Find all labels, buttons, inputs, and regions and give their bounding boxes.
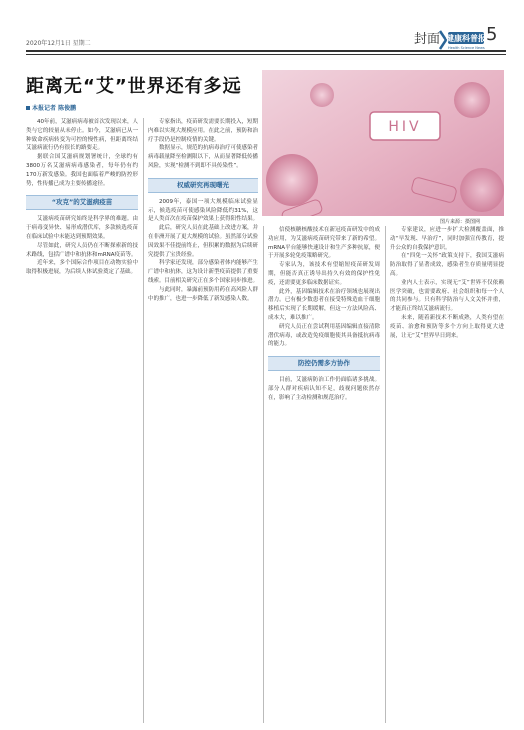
paragraph: 专家认为，该技术有望缩短疫苗研发周期，但能否真正诱导出持久有效的保护性免疫，还需要更多临床数据证实。 bbox=[268, 262, 380, 286]
subheading-prevention: 防控仍需多方协作 bbox=[268, 356, 380, 371]
paragraph: 专家建议，应进一步扩大检测覆盖面，推动“早发现、早治疗”，同时加强宣传教育，提升公众的自我保护意识。 bbox=[390, 227, 504, 251]
byline-marker-icon bbox=[26, 106, 30, 110]
paragraph: 此后，研究人员在此基础上改进方案，并在非洲开展了更大规模的试验。虽然部分试验因效果不佳提前终止，但积累的数据为后续研究提供了宝贵经验。 bbox=[148, 225, 258, 258]
paragraph: 此外，基因编辑技术在治疗领域也展现出潜力。已有极少数患者在接受特殊造血干细胞移植后实现了长期缓解，但这一方法风险高、成本大，难以推广。 bbox=[268, 288, 380, 321]
paragraph: 研究人员正在尝试利用基因编辑直接清除潜伏病毒，或改造免疫细胞使其具备抵抗病毒的能力。 bbox=[268, 323, 380, 348]
issue-date: 2020年12月1日 星期二 bbox=[26, 40, 91, 47]
byline bbox=[26, 103, 76, 112]
masthead bbox=[26, 24, 506, 52]
article-column-2 bbox=[148, 118, 258, 728]
paragraph: 数据显示，规范的抗病毒治疗可使感染者病毒载量降至检测限以下，从而显著降低传播风险，实现“检测不到即不具传染性”。 bbox=[148, 145, 258, 169]
masthead-rule-thin bbox=[26, 54, 506, 55]
paragraph: 艾滋病疫苗研究始终是科学界的难题。由于病毒变异快、易形成潜伏库，多款候选疫苗在临床试验中未能达到预期效果。 bbox=[26, 216, 138, 240]
column-divider bbox=[143, 118, 144, 723]
paragraph: 据联合国艾滋病规划署统计，全球约有3800万名艾滋病病毒感染者，每年仍有约170万新发感染。我国也面临着严峻的防控形势，性传播已成为主要传播途径。 bbox=[26, 154, 138, 187]
paragraph: 科学家还发现，部分感染者体内能够产生广谱中和抗体，这为设计新型疫苗提供了重要线索。目前相关研究正在多个国家同步推进。 bbox=[148, 260, 258, 284]
paragraph: 近年来，多个国际合作项目在动物实验中取得积极进展，为后续人体试验奠定了基础。 bbox=[26, 260, 138, 276]
article-column-1 bbox=[26, 118, 138, 728]
hiv-cell-photo bbox=[262, 70, 504, 216]
paragraph: 2009年，泰国一项大规模临床试验显示，候选疫苗可使感染风险降低约31%，这是人类首次在疫苗保护效果上获得阳性结果。 bbox=[148, 198, 258, 223]
column-divider bbox=[263, 226, 264, 723]
masthead-rule bbox=[26, 50, 506, 52]
paragraph: 尽管如此，研究人员仍在不断探索新的技术路线，包括广谱中和抗体和mRNA疫苗等。 bbox=[26, 242, 138, 258]
article-title: 距离无“艾”世界还有多远 bbox=[26, 76, 242, 97]
paragraph: 未来，随着新技术不断成熟，人类有望在疫苗、治愈和预防等多个方向上取得更大进展，让无“艾”世界早日到来。 bbox=[390, 314, 504, 339]
paragraph: 在“四免一关怀”政策支持下，我国艾滋病防治取得了显著成效，感染者生存质量明显提高。 bbox=[390, 253, 504, 277]
paragraph: 40年前，艾滋病病毒被首次发现以来，人类与它的较量从未停止。如今，艾滋病已从一种致命疾病转变为可控的慢性病，但距离终结艾滋病流行仍有很长的路要走。 bbox=[26, 119, 138, 152]
photo-hiv-label: HIV bbox=[388, 119, 422, 135]
logo-text: 健康科普报 bbox=[446, 34, 486, 43]
paragraph: 目前，艾滋病防治工作仍面临诸多挑战。部分人群对疾病认知不足，歧视问题依然存在，影响了主动检测和规范治疗。 bbox=[268, 377, 380, 401]
photo-credit: 图片来源：摄图网 bbox=[440, 219, 481, 225]
article-column-4 bbox=[390, 226, 504, 728]
article-column-3 bbox=[268, 226, 380, 728]
byline-text: 本报记者 陈俊鹏 bbox=[32, 105, 77, 112]
subheading-vaccine: “攻克”的艾滋病疫苗 bbox=[26, 195, 138, 210]
paragraph: 业内人士表示，实现无“艾”世界不仅依赖医学突破，也需要政府、社会组织和每一个人的共同参与。只有科学防治与人文关怀并重，才能真正终结艾滋病流行。 bbox=[390, 279, 504, 313]
logo-en-text: Health Science News bbox=[448, 46, 485, 50]
column-divider bbox=[385, 226, 386, 723]
subheading-research: 权威研究再现曙光 bbox=[148, 178, 258, 193]
paragraph: 信使核糖核酸技术在新冠疫苗研发中的成功应用，为艾滋病疫苗研究带来了新的希望。mRNA平台能够快速设计和生产多种抗原，便于开展多轮免疫策略研究。 bbox=[268, 227, 380, 260]
page-number: 5 bbox=[486, 24, 498, 45]
paragraph: 与此同时，暴露前预防用药在高风险人群中的推广，也进一步降低了新发感染人数。 bbox=[148, 286, 258, 302]
paragraph: 专家指出，疫苗研发需要长期投入，短期内难以实现大规模应用。在此之前，预防和治疗手段仍是控制疫情的关键。 bbox=[148, 119, 258, 143]
section-title: 封面 bbox=[414, 32, 441, 47]
